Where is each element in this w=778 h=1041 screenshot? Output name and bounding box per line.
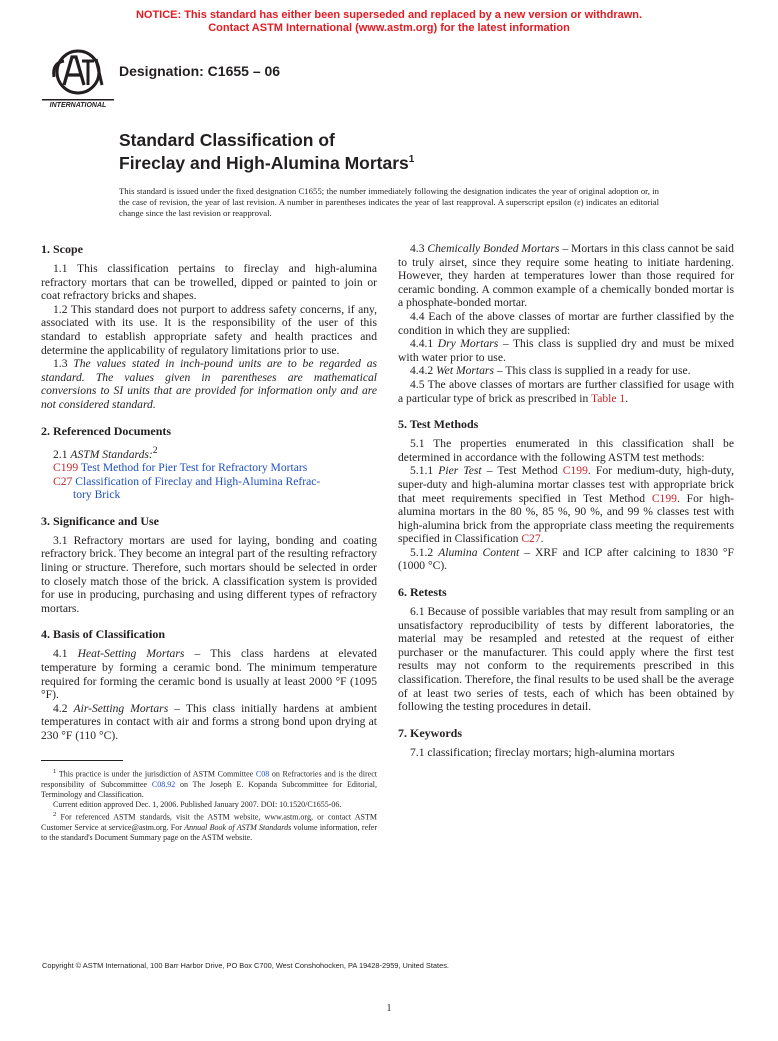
c27-link[interactable]: C27 — [521, 532, 541, 546]
scope-p3: 1.3 The values stated in inch-pound units are to be regarded as standard. The values given in parentheses are mathematical conversions to SI units that are provided for information only and are not considered standard. — [41, 357, 377, 411]
basis-p6: 4.4.2 Wet Mortars – This class is supplied in a ready for use. — [410, 364, 691, 378]
keywords-p1: 7.1 classification; fireclay mortars; high-alumina mortars — [410, 745, 675, 759]
issued-note: This standard is issued under the fixed designation C1655; the number immediately following the designation indicates the year of original adoption or, in the case of revision, the year of last revision. A number in parentheses indicates the year of last reapproval. A superscript epsilon (ε) indicates an editorial change since the last revision or reapproval. — [119, 186, 659, 219]
astm-logo-icon — [42, 47, 114, 109]
designation: Designation: C1655 – 06 — [119, 63, 281, 79]
section-basis — [41, 627, 377, 742]
page-number: 1 — [386, 1003, 392, 1014]
footnote-divider — [41, 760, 123, 761]
section-keywords — [398, 726, 734, 760]
page-title — [119, 131, 414, 173]
footnote-link-c08[interactable]: C08 — [255, 770, 270, 780]
notice-line-2: Contact ASTM International (www.astm.org) for the latest information — [208, 22, 570, 34]
reference-c27[interactable]: C27 Classification of Fireclay and High-Alumina Refrac- tory Brick — [53, 474, 321, 502]
section-retests — [398, 585, 734, 714]
table-1-link[interactable]: Table 1 — [590, 391, 626, 405]
scope-heading: 1. Scope — [41, 242, 83, 256]
retests-p1: 6.1 Because of possible variables that may result from sampling or an unsatisfactory reproducibility of tests by different laboratories, the material may be resampled and retested at the request of either purchaser or the manufacturer. This could apply where the first test results may not conform to the requirements prescribed in this classification. Therefore, the final results to be used shall be the average of at least two series of tests, each of which has been obtained by following the testing procedures in detail. — [398, 605, 734, 714]
c199-link-2[interactable]: C199 — [651, 491, 677, 505]
basis-p1: 4.1 Heat-Setting Mortars – This class hardens at elevated temperature by forming a ceramic bond. The minimum temperature required for forming the ceramic bond is usually at least 2000 °F (1095 °F). — [41, 647, 377, 702]
section-significance — [41, 514, 377, 616]
astm-logo — [42, 47, 114, 109]
section-scope — [41, 242, 377, 412]
section-basis-continued — [398, 242, 734, 405]
title-line-1: Standard Classification of — [119, 130, 335, 150]
copyright: Copyright © ASTM International, 100 Barr Harbor Drive, PO Box C700, West Conshohocken, PA 19428-2959, United States. — [42, 961, 449, 970]
scope-p1: 1.1 This classification pertains to fireclay and high-alumina refractory mortars that can be trowelled, dipped or painted to join or coat refractory bricks and shapes. — [41, 262, 377, 303]
referenced-p1: 2.1 ASTM Standards:$^2$ — [53, 444, 158, 461]
retests-heading: 6. Retests — [398, 585, 447, 600]
significance-heading: 3. Significance and Use — [41, 513, 160, 528]
footnote-link-c0892[interactable]: C08.92 — [151, 780, 176, 790]
test-methods-p1: 5.1 The properties enumerated in this classification shall be determined in accordance with the following ASTM test methods: — [398, 437, 734, 464]
reference-c199[interactable]: C199 Test Method for Pier Test for Refractory Mortars — [53, 460, 308, 474]
keywords-heading: 7. Keywords — [398, 725, 462, 740]
referenced-heading: 2. Referenced Documents — [41, 423, 172, 438]
test-methods-p3: 5.1.2 Alumina Content – XRF and ICP after calcining to 1830 °F (1000 °C). — [398, 545, 735, 573]
footnote-1: $^1$ This practice is under the jurisdiction of ASTM Committee C08 on Refractories and is the direct responsibility of Subcommittee C08.92 on The Joseph E. Kopanda Subcommittee for Editorial, Terminology and Classification. — [41, 768, 378, 800]
scope-p2: 1.2 This standard does not purport to address safety concerns, if any, associated with its use. It is the responsibility of the user of this standard to establish appropriate safety and health practices and determine the applicability of regulatory limitations prior to use. — [41, 302, 377, 357]
test-methods-heading: 5. Test Methods — [398, 417, 479, 432]
title-line-2: Fireclay and High-Alumina Mortars$^1$ — [119, 152, 415, 173]
footnote-2: $^2$ For referenced ASTM standards, visit the ASTM website, www.astm.org, or contact ASTM Customer Service at service@astm.org. For Annual Book of ASTM Standards volume information, refer to the standard's Document Summary page on the ASTM website. — [41, 811, 378, 842]
basis-p7: 4.5 The above classes of mortars are further classified for usage with a particular type of brick as prescribed in Table 1. — [398, 377, 734, 405]
section-test-methods — [398, 417, 734, 573]
section-referenced-documents — [41, 424, 377, 502]
basis-p2: 4.2 Air-Setting Mortars – This class initially hardens at ambient temperatures in contact with air and forms a strong bond upon drying at 230 °F (110 °C). — [41, 701, 377, 742]
right-column — [398, 242, 734, 771]
basis-p3: 4.3 Chemically Bonded Mortars – Mortars in this class cannot be said to truly airset, since they require some heating to initiate hardening. However, they harden at temperatures lower than those required for ceramic bonding. A common example of a chemically bonded mortar is a phosphate-bonded mortar. — [398, 242, 734, 310]
significance-p1: 3.1 Refractory mortars are used for laying, bonding and coating refractory brick. They become an integral part of the resulting refractory lining or structure. Therefore, such mortars should be selected in order to closely match those of the brick. A classification system is provided for use in producing, purchasing and using different types of refractory mortars. — [41, 533, 377, 615]
notice-line-1: NOTICE: This standard has either been superseded and replaced by a new version or withdrawn. — [135, 9, 643, 21]
title-footnote-ref[interactable]: 1 — [408, 154, 415, 165]
basis-p5: 4.4.1 Dry Mortars – This class is supplied dry and must be mixed with water prior to use. — [398, 337, 734, 364]
left-column — [41, 242, 377, 843]
basis-heading: 4. Basis of Classification — [41, 627, 166, 642]
withdrawn-notice — [0, 9, 778, 35]
footnote-1-edition: Current edition approved Dec. 1, 2006. Published January 2007. DOI: 10.1520/C1655-06. — [53, 800, 342, 810]
basis-p4: 4.4 Each of the above classes of mortar are further classified by the condition in which they are supplied: — [398, 309, 734, 337]
logo-wordmark: INTERNATIONAL — [49, 102, 107, 109]
c199-link-1[interactable]: C199 — [562, 464, 588, 478]
test-methods-p2: 5.1.1 Pier Test – Test Method C199. For medium-duty, high-duty, super-duty and high-alumina mortar classes test with appropriate brick that meet requirements specified in Test Method C199. For high-alumina mortars in the 80 %, 85 %, 90 %, and 99 % classes test with high-alumina brick from the appropriate class meeting the requirements specified in Classification C27. — [398, 464, 735, 546]
